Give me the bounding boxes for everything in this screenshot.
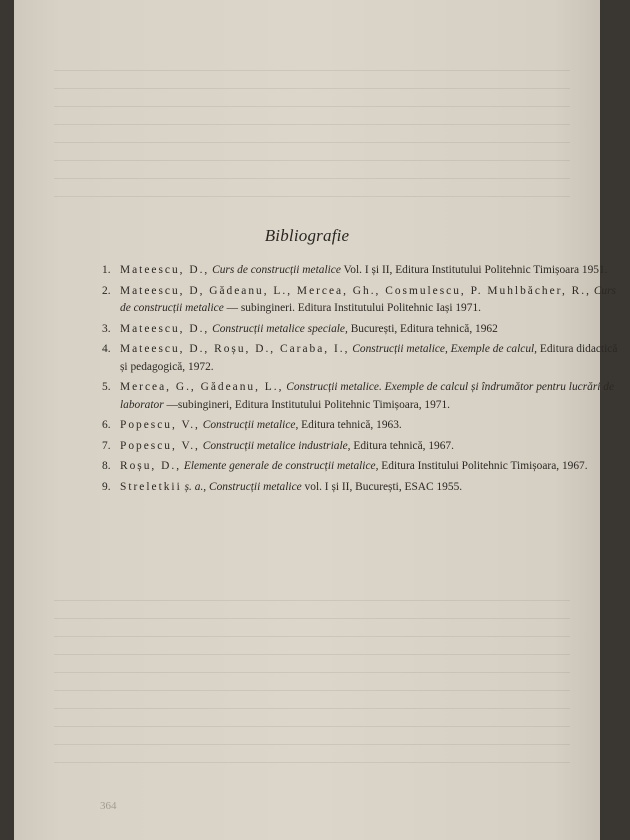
entry-number: 9. — [102, 480, 111, 493]
list-item — [102, 458, 622, 476]
entry-authors: Mateescu, D., — [120, 264, 210, 276]
entry-authors: Popescu, V., — [120, 419, 200, 431]
book-page — [14, 0, 618, 840]
entry-details: vol. I și II, București, ESAC 1955. — [304, 480, 463, 493]
entry-details: București, Editura tehnică, 1962 — [350, 322, 498, 335]
list-item — [102, 438, 622, 456]
entry-number: 1. — [102, 264, 111, 276]
entry-details: Editura tehnică, 1963. — [301, 419, 402, 431]
entry-title: Curs de construcții metalice — [212, 264, 341, 276]
list-item — [102, 283, 622, 318]
entry-details: Editura Institului Politehnic Timișoara, 1967. — [381, 460, 588, 472]
entry-details: — subingineri. Editura Institutului Politehnic Iași 1971. — [226, 302, 481, 314]
entry-authors: Mateescu, D, Gădeanu, L., Mercea, Gh., Cosmulescu, P. Muhlbăcher, R., — [120, 284, 591, 297]
entry-authors: Mercea, G., Gădeanu, L., — [120, 381, 284, 393]
entry-details: —subingineri, Editura Institutului Politehnic Timișoara, 1971. — [166, 398, 451, 411]
entry-authors: Mateescu, D., — [120, 322, 210, 335]
entry-number: 2. — [102, 284, 111, 297]
bibliography-list — [102, 262, 622, 499]
entry-title: Construcții metalice, — [202, 419, 299, 431]
entry-title: Construcții metalice speciale, — [212, 322, 348, 335]
entry-number: 3. — [102, 322, 111, 335]
page-title: Bibliografie — [264, 226, 350, 245]
entry-authors: Streletkii — [120, 480, 182, 493]
entry-number: 6. — [102, 419, 111, 431]
list-item — [102, 262, 622, 280]
entry-title: Curs de construcții metalice — [120, 284, 616, 314]
entry-number: 7. — [102, 439, 111, 452]
list-item — [102, 479, 622, 497]
entry-title: Elemente generale de construcții metalice, — [183, 460, 379, 472]
entry-title: Construcții metalice. Exemple de calcul și îndrumător pentru lucrări de laborator — [120, 381, 615, 411]
entry-number: 4. — [102, 343, 111, 355]
entry-details: Editura tehnică, 1967. — [353, 439, 454, 452]
entry-details: Editura didactică și pedagogică, 1972. — [120, 343, 618, 373]
entry-title: Construcții metalice, Exemple de calcul, — [352, 343, 538, 355]
entry-title: Construcții metalice industriale, — [202, 439, 351, 452]
list-item — [102, 321, 622, 339]
entry-number: 5. — [102, 381, 111, 393]
entry-authors: Roșu, D., — [120, 460, 182, 472]
entry-authors: Mateescu, D., Roșu, D., Caraba, I., — [120, 343, 350, 355]
entry-authors: Popescu, V., — [120, 439, 200, 452]
list-item — [102, 341, 622, 376]
page-number: 364 — [100, 800, 117, 812]
entry-number: 8. — [102, 460, 111, 472]
list-item — [102, 417, 622, 435]
entry-title: ș. a., Construcții metalice — [184, 480, 302, 493]
list-item — [102, 379, 622, 414]
entry-details: Vol. I și II, Editura Institutului Politehnic Timișoara 1951. — [343, 264, 608, 276]
